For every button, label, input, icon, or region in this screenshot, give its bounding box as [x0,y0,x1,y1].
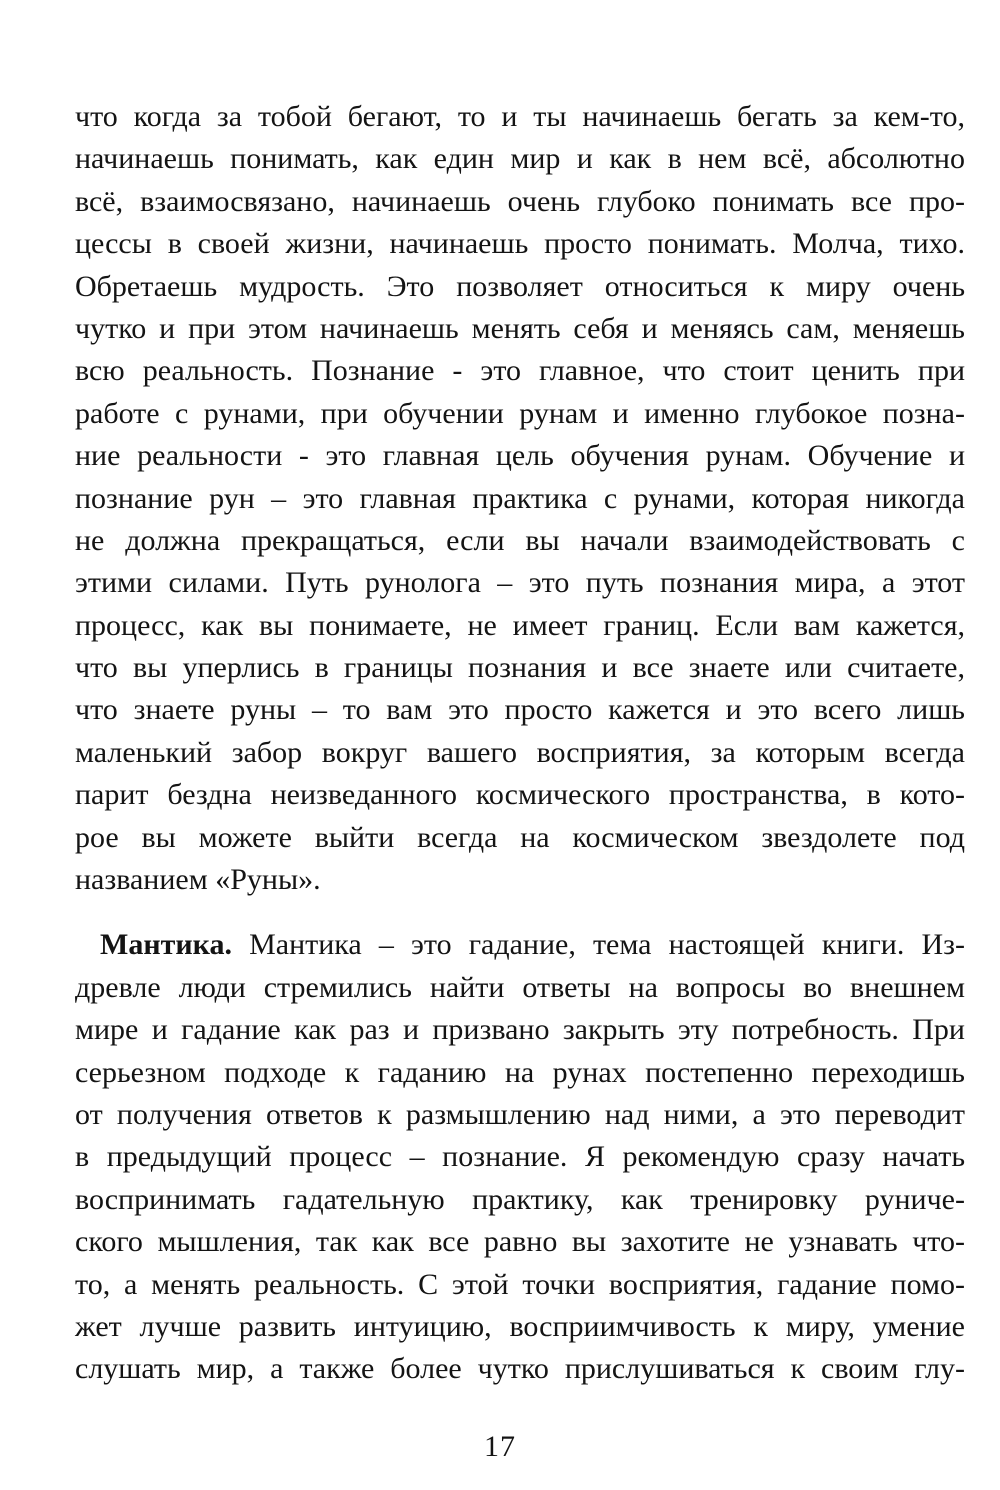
text-line: парит бездна неизведанного космического пространства, в кото- [75,778,965,812]
text-line: что вы уперлись в границы познания и все знаете или считаете, [75,651,965,685]
text-line: чутко и при этом начинаешь менять себя и меняясь сам, меняешь [75,311,965,345]
paragraph-spacer [75,901,965,924]
page-number: 17 [484,1430,516,1463]
text-line: в предыдущий процесс – познание. Я рекомендую сразу начать [75,1140,965,1174]
paragraph-mantika [75,924,965,1390]
text-line: познание рун – это главная практика с рунами, которая никогда [75,481,965,515]
text-line: рое вы можете выйти всегда на космическом звездолете под [75,820,965,854]
text-line: всю реальность. Познание - это главное, что стоит ценить при [75,354,965,388]
text-line: то, а менять реальность. С этой точки восприятия, гадание помо- [75,1267,965,1301]
text-line: ского мышления, так как все равно вы захотите не узнавать что- [75,1225,965,1259]
text-line: Обретаешь мудрость. Это позволяет относиться к миру очень [75,269,965,303]
text-line: цессы в своей жизни, начинаешь просто понимать. Молча, тихо. [75,227,965,261]
text-line: что когда за тобой бегают, то и ты начинаешь бегать за кем-то, [75,100,965,133]
text-line: воспринимать гадательную практику, как тренировку руниче- [75,1182,965,1216]
text-line: от получения ответов к размышлению над ними, а это переводит [75,1097,965,1131]
text-run: Мантика – это гадание, тема настоящей книги. Из- [231,928,965,962]
section-term: Мантика. [100,928,232,962]
page-body [75,96,965,1391]
text-line: работе с рунами, при обучении рунам и именно глубокое позна- [75,396,965,430]
text-line: ние реальности - это главная цель обучения рунам. Обучение и [75,439,965,473]
text-line: начинаешь понимать, как един мир и как в нем всё, абсолютно [75,142,965,176]
text-line: жет лучше развить интуицию, восприимчивость к миру, умение [75,1309,965,1343]
text-line: процесс, как вы понимаете, не имеет границ. Если вам кажется, [75,608,965,642]
text-line: этими силами. Путь рунолога – это путь познания мира, а этот [75,566,965,600]
text-line: маленький забор вокруг вашего восприятия, за которым всегда [75,735,965,769]
text-line: слушать мир, а также более чутко прислушиваться к своим глу- [75,1352,965,1386]
text-line: серьезном подходе к гаданию на рунах постепенно переходишь [75,1055,965,1089]
text-line: мире и гадание как раз и призвано закрыть эту потребность. При [75,1013,965,1047]
text-line: не должна прекращаться, если вы начали взаимодействовать с [75,523,965,557]
text-line: что знаете руны – то вам это просто кажется и это всего лишь [75,693,965,727]
text-line: древле люди стремились найти ответы на вопросы во внешнем [75,970,965,1004]
text-line [75,924,965,966]
text-line: названием «Руны». [75,863,321,897]
text-line: всё, взаимосвязано, начинаешь очень глубоко понимать все про- [75,184,965,218]
paragraph-knowledge [75,96,965,901]
